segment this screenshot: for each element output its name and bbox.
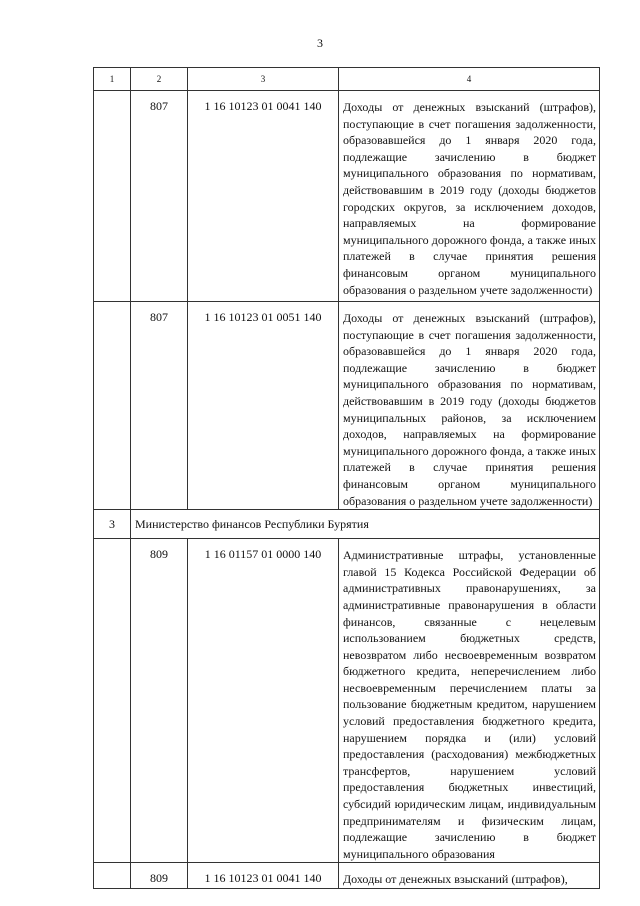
table-row: [94, 302, 600, 510]
header-col-2: 2: [131, 68, 188, 91]
admin-code-cell: 807: [131, 91, 188, 302]
admin-code-cell: 809: [131, 863, 188, 889]
table-row: [94, 91, 600, 302]
empty-cell: [94, 91, 131, 302]
description-cell: Доходы от денежных взысканий (штрафов),: [339, 863, 600, 889]
table-row: [94, 539, 600, 863]
empty-cell: [94, 863, 131, 889]
section-number: 3: [94, 510, 131, 539]
page-number: 3: [317, 36, 323, 50]
section-title: Министерство финансов Республики Бурятия: [131, 510, 600, 539]
kbk-code-cell: 1 16 10123 01 0041 140: [188, 91, 339, 302]
kbk-code-cell: 1 16 10123 01 0041 140: [188, 863, 339, 889]
description-cell: Доходы от денежных взысканий (штрафов), поступающие в счет погашения задолженности, образовавшейся до 1 января 2020 года, подлежащие зачислению в бюджет муниципального образования по нормативам, действовавшим в 2019 году (доходы бюджетов муниципальных районов, за исключением доходов, направляемых на формирование муниципального дорожного фонда, а также иных платежей в случае принятия решения финансовым органом муниципального образования о раздельном учете задолженности): [339, 302, 600, 510]
table-row: [94, 863, 600, 889]
header-col-1: 1: [94, 68, 131, 91]
admin-code-cell: 807: [131, 302, 188, 510]
kbk-code-cell: 1 16 01157 01 0000 140: [188, 539, 339, 863]
empty-cell: [94, 302, 131, 510]
empty-cell: [94, 539, 131, 863]
kbk-code-cell: 1 16 10123 01 0051 140: [188, 302, 339, 510]
header-col-3: 3: [188, 68, 339, 91]
budget-codes-table: [93, 67, 600, 889]
table-header-row: [94, 68, 600, 91]
header-col-4: 4: [339, 68, 600, 91]
admin-code-cell: 809: [131, 539, 188, 863]
description-cell: Административные штрафы, установленные главой 15 Кодекса Российской Федерации об административных правонарушениях, за административные правонарушения в области финансов, связанные с нецелевым использованием бюджетных средств, невозвратом либо несвоевременным возвратом бюджетного кредита, неперечислением либо несвоевременным перечислением платы за пользование бюджетным кредитом, нарушением условий предоставления бюджетного кредита, нарушением порядка и (или) условий предоставления (расходования) межбюджетных трансфертов, нарушением условий предоставления бюджетных инвестиций, субсидий юридическим лицам, индивидуальным предпринимателям и физическим лицам, подлежащие зачислению в бюджет муниципального образования: [339, 539, 600, 863]
description-cell: Доходы от денежных взысканий (штрафов), поступающие в счет погашения задолженности, образовавшейся до 1 января 2020 года, подлежащие зачислению в бюджет муниципального образования по нормативам, действовавшим в 2019 году (доходы бюджетов городских округов, за исключением доходов, направляемых на формирование муниципального дорожного фонда, а также иных платежей в случае принятия решения финансовым органом муниципального образования о раздельном учете задолженности): [339, 91, 600, 302]
section-row: [94, 510, 600, 539]
